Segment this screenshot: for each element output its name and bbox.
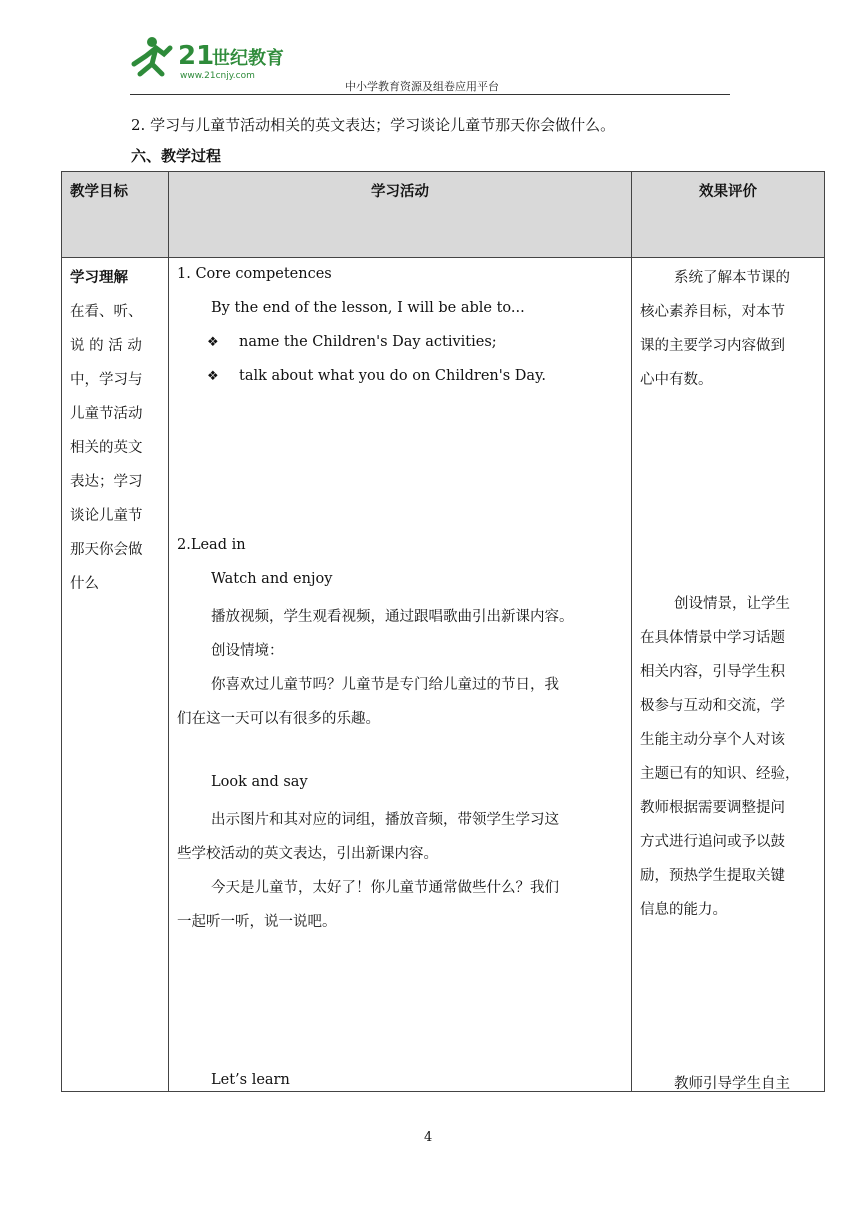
goal-line: 表达；学习	[70, 474, 143, 490]
eval-line: 系统了解本节课的	[674, 270, 790, 286]
look-line: 些学校活动的英文表达，引出新课内容。	[177, 846, 438, 862]
lead-in-title: 2.Lead in	[177, 537, 246, 553]
svg-text:www.21cnjy.com: www.21cnjy.com	[180, 71, 255, 80]
teaching-process-table	[61, 171, 825, 1092]
table-header-row	[62, 172, 825, 258]
goal-line: 儿童节活动	[70, 406, 143, 422]
site-logo	[130, 34, 300, 80]
scene-line: 你喜欢过儿童节吗？儿童节是专门给儿童过的节日，我	[211, 677, 559, 693]
lets-learn-title: Let’s learn	[211, 1072, 290, 1088]
eval-line: 极参与互动和交流，学	[640, 698, 785, 714]
goal-line: 在看、听、	[70, 304, 143, 320]
header-activity: 学习活动	[169, 172, 632, 258]
eval-line: 在具体情景中学习话题	[640, 630, 785, 646]
page-header	[130, 30, 730, 96]
diamond-bullet-icon: ❖	[207, 369, 219, 384]
objective-line: 2. 学习与儿童节活动相关的英文表达；学习谈论儿童节那天你会做什么。	[131, 116, 616, 134]
goal-cell	[62, 258, 169, 1092]
eval-line: 方式进行追问或予以鼓	[640, 834, 785, 850]
bullet-item: talk about what you do on Children's Day.	[239, 368, 546, 384]
eval-line: 核心素养目标，对本节	[640, 304, 785, 320]
svg-text:21: 21	[178, 41, 215, 71]
look-line: 出示图片和其对应的词组，播放音频，带领学生学习这	[211, 812, 559, 828]
eval-line: 课的主要学习内容做到	[640, 338, 785, 354]
logo-text: 世纪教育	[212, 48, 284, 69]
core-title: 1. Core competences	[177, 266, 332, 282]
platform-name: 中小学教育资源及组卷应用平台	[345, 80, 499, 93]
eval-line: 心中有数。	[640, 372, 713, 388]
goal-line: 中，学习与	[70, 372, 143, 388]
section-title: 六、教学过程	[131, 147, 222, 165]
goal-line: 谈论儿童节	[70, 508, 143, 524]
activity-cell	[169, 258, 632, 1092]
core-intro: By the end of the lesson, I will be able to...	[211, 300, 525, 316]
eval-line: 教师根据需要调整提问	[640, 800, 785, 816]
goal-title: 学习理解	[70, 270, 128, 286]
eval-line: 主题已有的知识、经验，	[640, 766, 800, 782]
eval-line: 教师引导学生自主	[674, 1076, 790, 1092]
watch-desc: 播放视频，学生观看视频，通过跟唱歌曲引出新课内容。	[211, 609, 574, 625]
eval-line: 相关内容，引导学生积	[640, 664, 785, 680]
eval-line: 创设情景，让学生	[674, 596, 790, 612]
diamond-bullet-icon: ❖	[207, 335, 219, 350]
table-row	[62, 258, 825, 1092]
header-goal: 教学目标	[62, 172, 169, 258]
watch-title: Watch and enjoy	[211, 571, 333, 587]
goal-line: 什么	[70, 576, 99, 592]
header-evaluation: 效果评价	[632, 172, 825, 258]
eval-line: 励，预热学生提取关键	[640, 868, 785, 884]
scene-line: 们在这一天可以有很多的乐趣。	[177, 711, 380, 727]
today-line: 一起听一听，说一说吧。	[177, 914, 337, 930]
evaluation-cell	[632, 258, 825, 1092]
goal-line: 那天你会做	[70, 542, 143, 558]
page-number: 4	[424, 1130, 433, 1145]
bullet-item: name the Children's Day activities;	[239, 334, 497, 350]
header-divider	[130, 94, 730, 95]
eval-line: 信息的能力。	[640, 902, 727, 918]
eval-line: 生能主动分享个人对该	[640, 732, 785, 748]
scene-title: 创设情境：	[211, 643, 284, 659]
goal-line: 相关的英文	[70, 440, 143, 456]
today-line: 今天是儿童节，太好了！你儿童节通常做些什么？我们	[211, 880, 559, 896]
goal-line: 说 的 活 动	[70, 338, 142, 354]
look-say-title: Look and say	[211, 774, 308, 790]
